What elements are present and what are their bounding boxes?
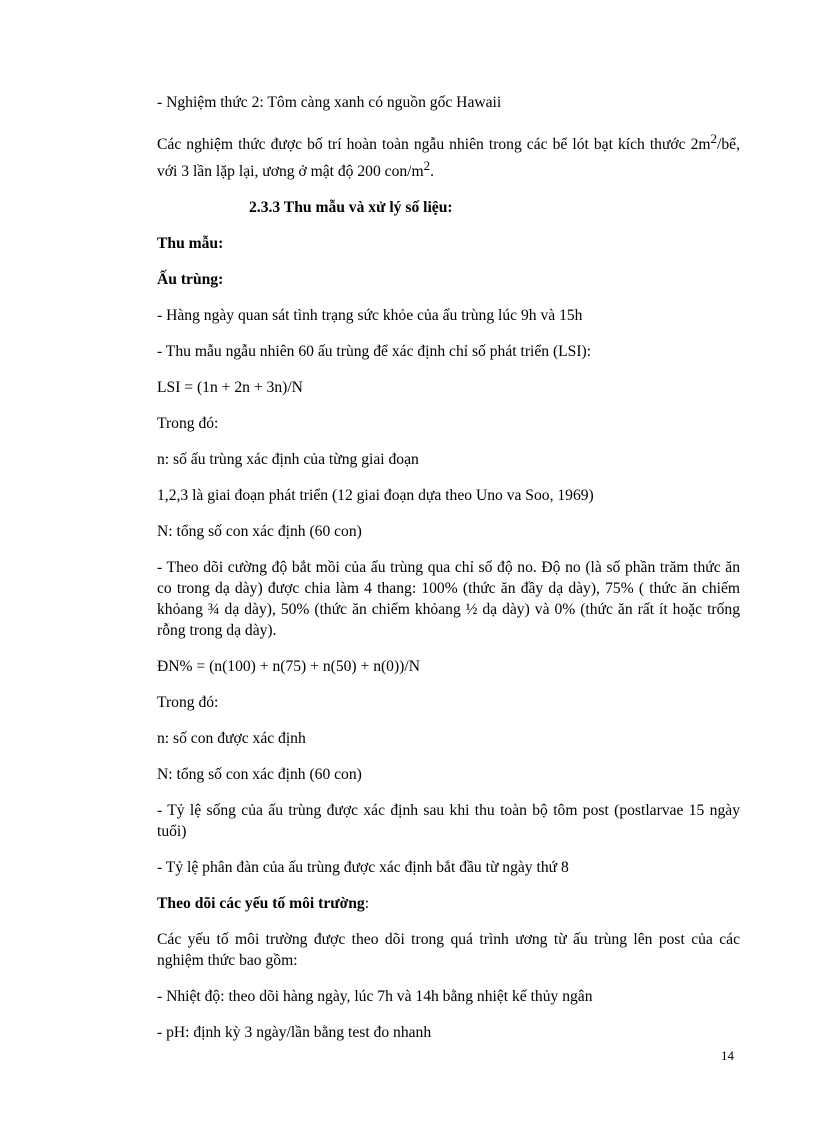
subheading-au-trung: Ấu trùng: xyxy=(157,271,224,289)
paragraph-feeding-intensity: - Theo dõi cường độ bắt mồi của ấu trùng qua chỉ số độ no. Độ no (là số phần trăm thức ăn co trong dạ dày) được chia làm 4 thang: 100% (thức ăn đầy dạ dày), 75% ( thức ăn chiếm khỏang ¾ dạ dày), 50% (thức ăn chiếm khỏang ½ dạ dày) và 0% (thức ăn rất ít hoặc trống rỗng trong dạ dày). xyxy=(157,559,740,640)
design-text-part3: . xyxy=(430,163,435,181)
environment-heading-text: Theo dõi các yếu tố môi trường xyxy=(157,895,365,913)
definition-N-total-2: N: tổng số con xác định (60 con) xyxy=(157,766,362,784)
paragraph-treatment-2: - Nghiệm thức 2: Tôm càng xanh có nguồn gốc Hawaii xyxy=(157,94,502,111)
formula-dn: ĐN% = (n(100) + n(75) + n(50) + n(0))/N xyxy=(157,658,420,676)
paragraph-random-sampling: - Thu mẫu ngẫu nhiên 60 ấu trùng để xác định chỉ số phát triển (LSI): xyxy=(157,343,592,361)
environment-heading-colon: : xyxy=(364,895,370,913)
paragraph-where-1: Trong đó: xyxy=(157,415,219,433)
page-number: 14 xyxy=(721,1048,734,1063)
superscript-squared-1: 2 xyxy=(710,131,718,146)
paragraph-where-2: Trong đó: xyxy=(157,694,219,712)
design-text-part2: /bể, với 3 lần lặp lại, ương ở mật độ 200 con/m xyxy=(157,136,740,181)
definition-N-total-1: N: tổng số con xác định (60 con) xyxy=(157,523,362,541)
definition-stages: 1,2,3 là giai đoạn phát triển (12 giai đoạn dựa theo Uno va Soo, 1969) xyxy=(157,487,594,505)
subheading-thu-mau: Thu mẫu: xyxy=(157,235,224,253)
superscript-squared-2: 2 xyxy=(423,158,431,174)
paragraph-survival-rate: - Tỷ lệ sống của ấu trùng được xác định sau khi thu toàn bộ tôm post (postlarvae 15 ngày tuổi) xyxy=(157,802,740,841)
paragraph-size-variation: - Tỷ lệ phân đàn của ấu trùng được xác định bắt đầu từ ngày thứ 8 xyxy=(157,859,569,877)
paragraph-experiment-design xyxy=(157,128,740,182)
paragraph-daily-observation: - Hàng ngày quan sát tình trạng sức khỏe của ấu trùng lúc 9h và 15h xyxy=(157,307,583,325)
definition-n-count: n: số con được xác định xyxy=(157,730,306,748)
design-text-part1: Các nghiệm thức được bố trí hoàn toàn ngẫu nhiên trong các bể lót bạt kích thước 2m xyxy=(157,136,711,154)
section-heading: 2.3.3 Thu mẫu và xử lý số liệu: xyxy=(249,199,453,217)
paragraph-environment-factors: Các yếu tố môi trường được theo dõi trong quá trình ương từ ấu trùng lên post của các nghiệm thức bao gồm: xyxy=(157,931,740,970)
definition-n-larvae: n: số ấu trùng xác định của từng giai đoạn xyxy=(157,451,419,469)
paragraph-ph: - pH: định kỳ 3 ngày/lần bằng test đo nhanh xyxy=(157,1024,432,1042)
paragraph-temperature: - Nhiệt độ: theo dõi hàng ngày, lúc 7h và 14h bằng nhiệt kế thủy ngân xyxy=(157,988,593,1006)
environment-heading xyxy=(157,893,740,914)
formula-lsi: LSI = (1n + 2n + 3n)/N xyxy=(157,379,303,397)
document-page xyxy=(157,92,740,1058)
